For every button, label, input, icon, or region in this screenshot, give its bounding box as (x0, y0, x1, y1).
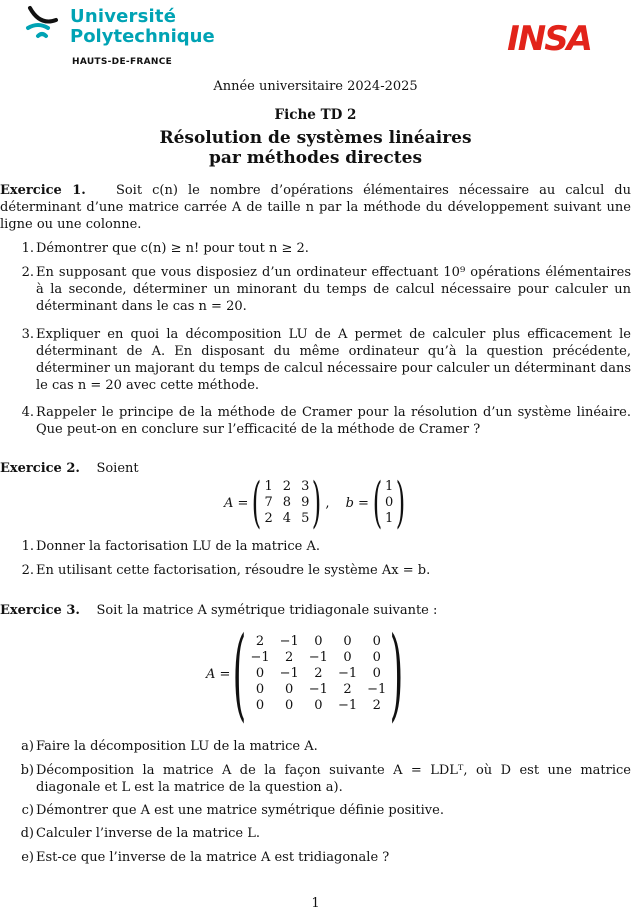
matrix-entry: 0 (314, 634, 323, 649)
matrix-entry: −1 (279, 666, 299, 681)
matrix-entry: 2 (264, 511, 273, 526)
ex2-matrices: A = ( 1 2 3 7 8 9 2 4 5 ) , b = ( 1 0 1 ) (224, 471, 406, 534)
ex1-item-4: Rappeler le principe de la méthode de Cramer pour la résolution d’un système linéaire. Que peut-on en conclure sur l’efficacité de la méthode de Cramer ? (36, 405, 631, 437)
matrix-entry: 5 (301, 511, 310, 526)
matrix-entry: 0 (255, 698, 265, 713)
matrix-entry: −1 (337, 666, 358, 681)
matrix-entry: −1 (250, 650, 270, 665)
matrix-entry: 8 (282, 495, 292, 510)
academic-year: Année universitaire 2024-2025 (213, 79, 418, 94)
ex3-item-d-number: d) (20, 826, 34, 841)
matrix-entry: −1 (367, 682, 387, 697)
exercise-2-label: Exercice 2. (0, 461, 80, 476)
matrix-entry: −1 (279, 634, 299, 649)
ex2-item-2-number: 2. (21, 563, 34, 578)
matrix-entry: 2 (255, 634, 265, 649)
ex2-item-1-number: 1. (21, 539, 34, 554)
ex1-item-4-number: 4. (21, 405, 34, 420)
matrix-entry: 0 (372, 650, 381, 665)
title-line1: Résolution de systèmes linéaires (159, 128, 472, 148)
matrix-entry: 0 (372, 666, 381, 681)
matrix-entry: 0 (285, 682, 294, 697)
page-title (0, 128, 631, 168)
ex3-matrix: A = ( 2 −1 0 0 0 −1 2 −1 0 0 0 −1 2 −1 0 0 0 −1 2 −1 0 0 0 −1 2 ) (206, 615, 404, 732)
ex3-item-b-number: b) (20, 763, 34, 778)
matrix-entry: 2 (314, 666, 323, 681)
ex2-item-2: En utilisant cette factorisation, résoudre le système Ax = b. (36, 563, 431, 578)
matrix-entry: −1 (308, 650, 328, 665)
university-name-line2: Polytechnique (70, 26, 215, 47)
insa-logo: INSA (507, 19, 591, 59)
ex3-item-c-number: c) (21, 803, 34, 818)
ex1-item-2-number: 2. (21, 265, 34, 280)
matrix-entry: 1 (264, 479, 273, 494)
ex2-item-1: Donner la factorisation LU de la matrice A. (36, 539, 320, 554)
matrix-entry: 2 (282, 479, 292, 494)
ex1-item-1-number: 1. (21, 241, 34, 256)
matrix-entry: 1 (385, 511, 394, 526)
ex3-item-d: Calculer l’inverse de la matrice L. (36, 826, 261, 841)
ex2-matrix-A (260, 479, 315, 527)
ex1-item-1: Démontrer que c(n) ≥ n! pour tout n ≥ 2. (36, 241, 309, 256)
matrix-entry: −1 (308, 682, 328, 697)
exercise-3-intro (0, 602, 631, 619)
matrix-entry: 7 (264, 495, 273, 510)
title-line2: par méthodes directes (208, 148, 423, 168)
matrix-entry: 0 (343, 650, 352, 665)
ex1-item-3-number: 3. (21, 327, 34, 342)
matrix-entry: 9 (301, 495, 310, 510)
sheet-number: Fiche TD 2 (274, 107, 357, 123)
ex2-b-label: b = (345, 495, 369, 511)
matrix-entry: 2 (372, 698, 381, 713)
matrix-entry: 0 (385, 495, 394, 510)
ex3-item-a: Faire la décomposition LU de la matrice A. (36, 739, 318, 754)
ex2-separator: , (325, 495, 330, 511)
matrix-entry: 0 (255, 682, 265, 697)
ex3-item-e-number: e) (21, 850, 34, 865)
ex3-A-label: A = (206, 666, 231, 682)
exercise-1-text: Soit c(n) le nombre d’opérations élémentaires nécessaire au calcul du déterminant d’une matrice carrée A de taille n par la méthode du développement suivant une ligne ou une colonne. (0, 183, 631, 232)
matrix-entry: 0 (285, 698, 294, 713)
matrix-entry: 0 (255, 666, 265, 681)
university-name-line1: Université (70, 6, 177, 27)
university-logo (22, 0, 222, 68)
matrix-entry: 0 (314, 698, 323, 713)
matrix-entry: 3 (301, 479, 310, 494)
matrix-entry: 1 (385, 479, 394, 494)
exercise-3-label: Exercice 3. (0, 603, 80, 618)
matrix-entry: 2 (285, 650, 294, 665)
ex2-A-label: A = (224, 495, 249, 511)
matrix-entry: 0 (372, 634, 381, 649)
matrix-entry: 0 (343, 634, 352, 649)
exercise-1-label: Exercice 1. (0, 183, 86, 198)
page-number: 1 (311, 896, 320, 911)
university-logo-mark (24, 2, 68, 42)
exercise-1-intro (0, 182, 631, 233)
university-name-line3: HAUTS-DE-FRANCE (72, 57, 173, 67)
ex3-item-a-number: a) (21, 739, 34, 754)
matrix-entry: 2 (343, 682, 352, 697)
matrix-entry: −1 (337, 698, 358, 713)
ex3-item-e: Est-ce que l’inverse de la matrice A est tridiagonale ? (36, 850, 390, 865)
ex1-item-3: Expliquer en quoi la décomposition LU de A permet de calculer plus efficacement le déterminant de A. En disposant du même ordinateur qu’à la question précédente, déterminer un majorant du temps de calcul nécessaire pour calculer un déterminant dans le cas n = 20 avec cette méthode. (36, 327, 631, 393)
exercise-3-text: Soit la matrice A symétrique tridiagonale suivante : (96, 603, 438, 618)
ex3-matrix-A (245, 634, 391, 714)
ex1-item-2: En supposant que vous disposiez d’un ordinateur effectuant 10⁹ opérations élémentaires à la seconde, déterminer un minorant du temps de calcul nécessaire pour calculer un déterminant dans le cas n = 20. (36, 265, 631, 314)
matrix-entry: 4 (282, 511, 292, 526)
ex3-item-b: Décomposition la matrice A de la façon suivante A = LDLᵀ, où D est une matrice diagonale et L est la matrice de la question a). (36, 763, 631, 795)
exercise-2-text: Soient (96, 461, 139, 476)
ex3-item-c: Démontrer que A est une matrice symétrique définie positive. (36, 803, 444, 818)
